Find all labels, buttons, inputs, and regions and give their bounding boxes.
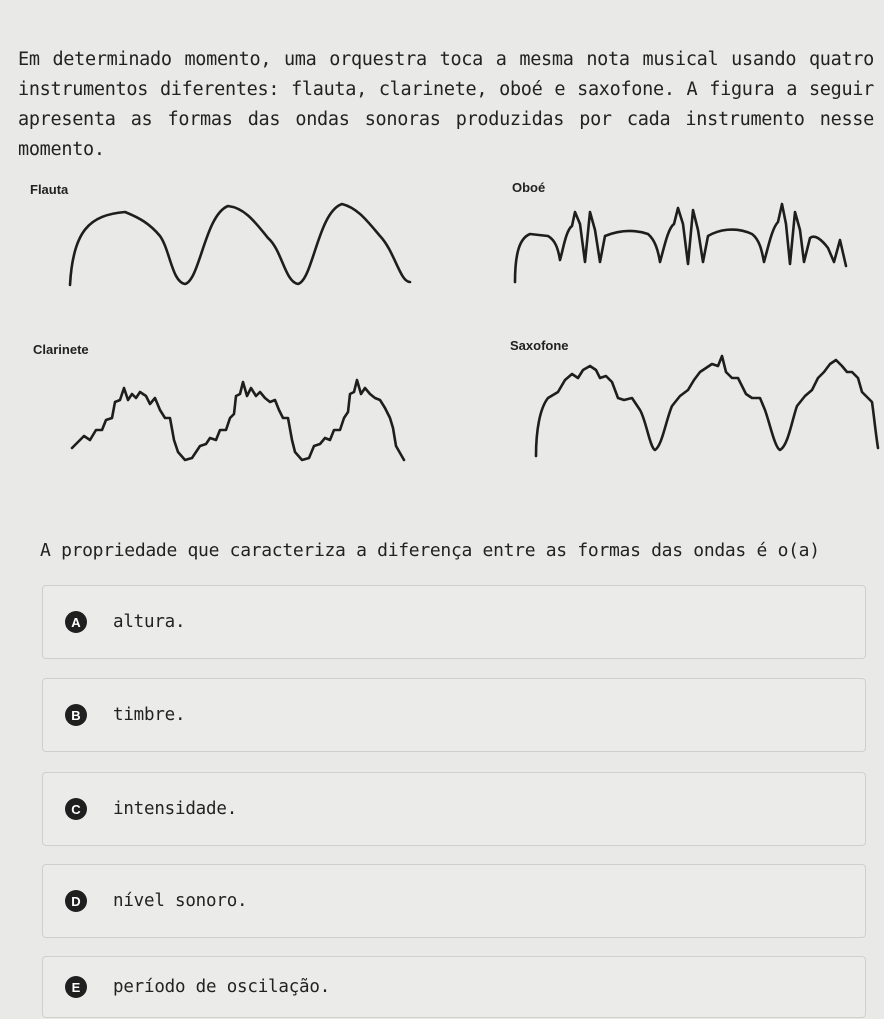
- option-c-text: intensidade.: [113, 799, 238, 819]
- option-c-letter: C: [65, 798, 87, 820]
- option-d-letter: D: [65, 890, 87, 912]
- label-oboe: Oboé: [512, 180, 546, 195]
- option-a-text: altura.: [113, 612, 186, 632]
- intro-text: Em determinado momento, uma orquestra toca a mesma nota musical usando quatro instrumentos diferentes: flauta, clarinete, oboé e saxofone. A figura a seguir apresenta as formas das ondas sonoras produzidas por cada instrumento nesse momento.: [18, 48, 874, 160]
- option-c[interactable]: [42, 772, 866, 846]
- question-text: A propriedade que caracteriza a diferença entre as formas das ondas é o(a): [40, 540, 820, 561]
- option-e-letter: E: [65, 976, 87, 998]
- option-d-text: nível sonoro.: [113, 891, 248, 911]
- option-e-text: período de oscilação.: [113, 977, 331, 997]
- option-b[interactable]: [42, 678, 866, 752]
- option-a-letter: A: [65, 611, 87, 633]
- option-d[interactable]: [42, 864, 866, 938]
- label-flauta: Flauta: [30, 182, 69, 197]
- label-clarinete: Clarinete: [33, 342, 89, 357]
- option-b-text: timbre.: [113, 705, 186, 725]
- option-a[interactable]: [42, 585, 866, 659]
- option-b-letter: B: [65, 704, 87, 726]
- option-e[interactable]: [42, 956, 866, 1018]
- label-saxofone: Saxofone: [510, 338, 569, 353]
